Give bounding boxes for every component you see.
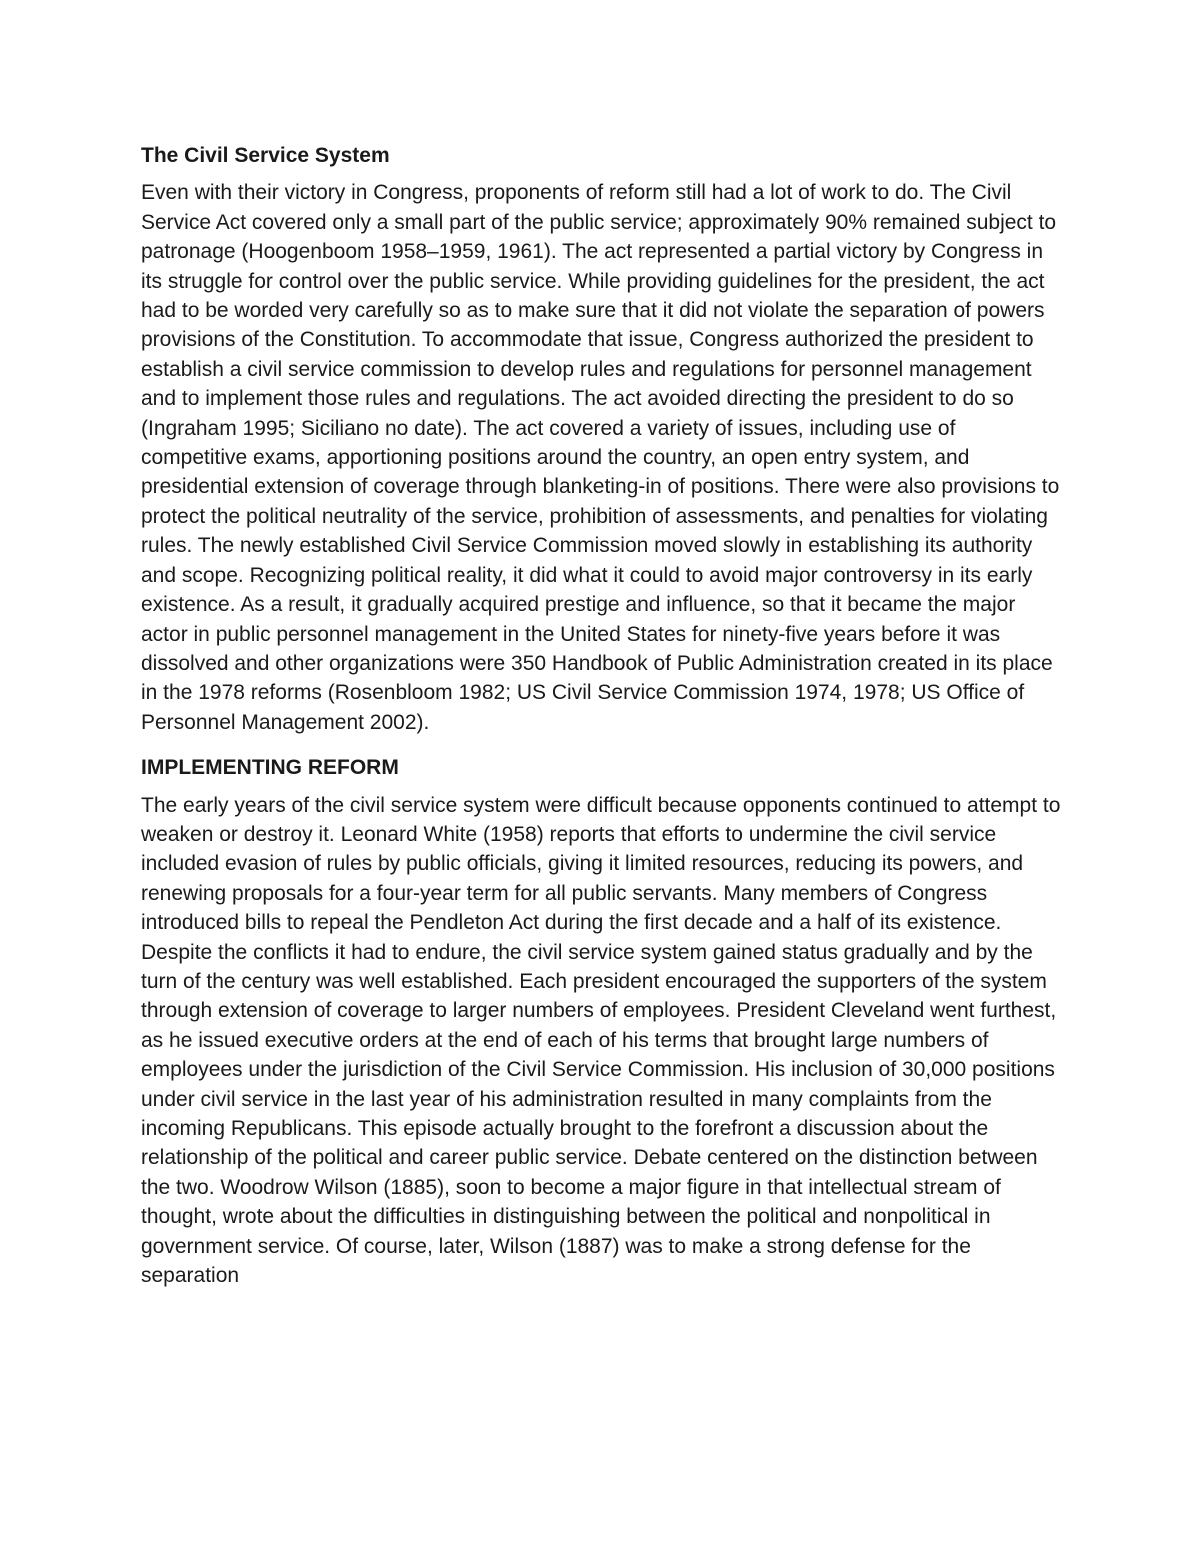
- section-heading-civil-service-system: The Civil Service System: [141, 144, 390, 167]
- section-paragraph-civil-service-system: Even with their victory in Congress, proponents of reform still had a lot of work to do. The Civil Service Act covered only a small part of the public service; approximately 90% remained subject to patronage (Hoogenboom 1958–1959, 1961). The act represented a partial victory by Congress in its struggle for control over the public service. While providing guidelines for the president, the act had to be worded very carefully so as to make sure that it did not violate the separation of powers provisions of the Constitution. To accommodate that issue, Congress authorized the president to establish a civil service commission to develop rules and regulations for personnel management and to implement those rules and regulations. The act avoided directing the president to do so (Ingraham 1995; Siciliano no date). The act covered a variety of issues, including use of competitive exams, apportioning positions around the country, an open entry system, and presidential extension of coverage through blanketing-in of positions. There were also provisions to protect the political neutrality of the service, prohibition of assessments, and penalties for violating rules. The newly established Civil Service Commission moved slowly in establishing its authority and scope. Recognizing political reality, it did what it could to avoid major controversy in its early existence. As a result, it gradually acquired prestige and influence, so that it became the major actor in public personnel management in the United States for ninety-five years before it was dissolved and other organizations were 350 Handbook of Public Administration created in its place in the 1978 reforms (Rosenbloom 1982; US Civil Service Commission 1974, 1978; US Office of Personnel Management 2002).: [141, 181, 1060, 734]
- document-body: [141, 141, 1061, 1306]
- section-paragraph-implementing-reform: The early years of the civil service system were difficult because opponents continued to attempt to weaken or destroy it. Leonard White (1958) reports that efforts to undermine the civil service included evasion of rules by public officials, giving it limited resources, reducing its powers, and renewing proposals for a four-year term for all public servants. Many members of Congress introduced bills to repeal the Pendleton Act during the first decade and a half of its existence. Despite the conflicts it had to endure, the civil service system gained status gradually and by the turn of the century was well established. Each president encouraged the supporters of the system through extension of coverage to larger numbers of employees. President Cleveland went furthest, as he issued executive orders at the end of each of his terms that brought large numbers of employees under the jurisdiction of the Civil Service Commission. His inclusion of 30,000 positions under civil service in the last year of his administration resulted in many complaints from the incoming Republicans. This episode actually brought to the forefront a discussion about the relationship of the political and career public service. Debate centered on the distinction between the two. Woodrow Wilson (1885), soon to become a major figure in that intellectual stream of thought, wrote about the difficulties in distinguishing between the political and nonpolitical in government service. Of course, later, Wilson (1887) was to make a strong defense for the separation: [141, 793, 1061, 1288]
- section-heading-implementing-reform: IMPLEMENTING REFORM: [141, 756, 399, 780]
